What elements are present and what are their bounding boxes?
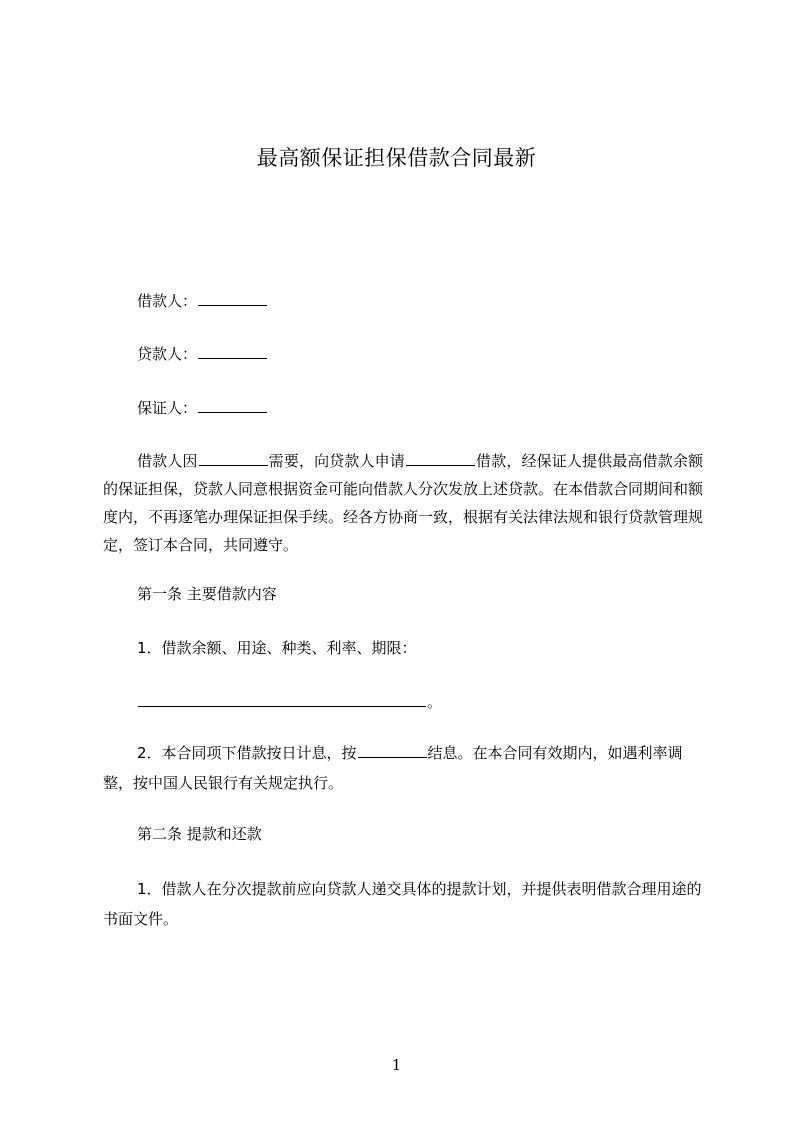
article1-item1: 1．借款余额、用途、种类、利率、期限：: [137, 639, 417, 657]
loan-details-blank: [138, 692, 426, 707]
article1-heading: 第一条 主要借款内容: [137, 585, 277, 603]
borrower-label: 借款人：: [137, 292, 198, 310]
guarantor-label: 保证人：: [137, 399, 198, 417]
guarantor-line: [137, 398, 268, 418]
article2-item1: 1．借款人在分次提款前应向贷款人递交具体的提款计划，并提供表明借款合理用途的书面文件。: [103, 880, 702, 928]
intro-paragraph: [103, 447, 703, 559]
item2-part2: 结息。在本合同有效期内，如遇利率调整，按中国人民银行有关规定执行。: [103, 744, 683, 792]
settlement-blank: [358, 743, 427, 758]
fill-line-end: 。: [427, 693, 443, 711]
intro-part3: 借款，经保证人提供最高借款余额的保证担保，贷款人同意根据资金可能向借款人分次发放上述贷款。在本借款合同期间和额度内，不再逐笔办理保证担保手续。经各方协商一致，根据有关法律法规和银行贷款管理规定，签订本合同，共同遵守。: [103, 452, 704, 554]
borrower-line: [137, 291, 268, 311]
article2-heading: 第二条 提款和还款: [137, 825, 262, 843]
borrower-blank: [198, 291, 267, 306]
purpose-blank: [199, 451, 268, 466]
intro-part1: 借款人因: [137, 452, 198, 470]
document-title: 最高额保证担保借款合同最新: [256, 146, 537, 170]
intro-part2: 需要，向贷款人申请: [268, 452, 405, 470]
lender-label: 贷款人：: [137, 345, 198, 363]
lender-blank: [198, 344, 267, 359]
lender-line: [137, 344, 268, 364]
article1-item1-fill-line: [137, 692, 442, 712]
article1-item2: [103, 738, 703, 798]
loan-type-blank: [406, 451, 475, 466]
page-number: 1: [391, 1056, 402, 1074]
item2-part1: 2．本合同项下借款按日计息，按: [137, 744, 357, 762]
guarantor-blank: [198, 398, 267, 413]
